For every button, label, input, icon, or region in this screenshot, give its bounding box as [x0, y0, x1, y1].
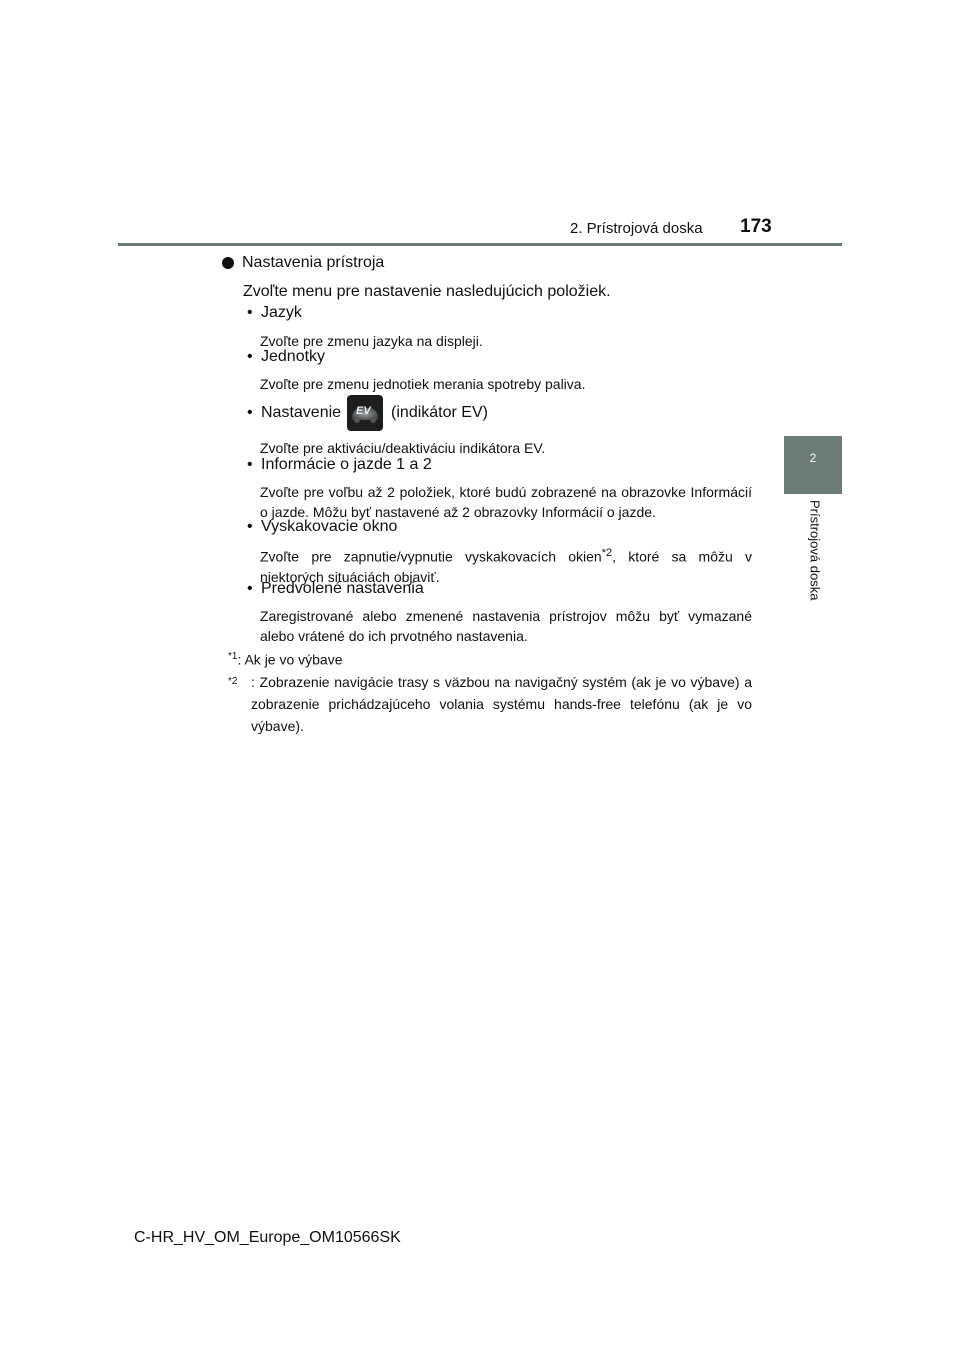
chapter-tab-number: 2	[784, 436, 842, 494]
intro-text: Zvoľte menu pre nastavenie nasledujúcich položiek.	[243, 283, 611, 300]
footnote-text: : Zobrazenie navigácie trasy s väzbou na navigačný systém (ak je vo výbave) a zobrazenie prichádzajúceho volania systému hands-free telefónu (ak je vo výbave).	[251, 674, 752, 734]
list-item-units: • Jednotky	[247, 348, 326, 365]
list-item-label: Vyskakovacie okno	[261, 518, 398, 535]
list-item-ev-indicator: • Nastavenie EV (indikátor EV)	[247, 395, 488, 431]
ev-indicator-icon	[347, 395, 383, 431]
footnote-2	[228, 671, 752, 737]
section-title: 2. Prístrojová doska	[570, 220, 703, 237]
list-item-label: Jednotky	[261, 348, 326, 365]
page-number: 173	[740, 216, 772, 237]
ev-icon-label: EV	[356, 405, 371, 417]
list-item-defaults: • Predvolené nastavenia	[247, 580, 424, 597]
footnote-mark: *2	[228, 676, 238, 687]
footnote-text: : Ak je vo výbave	[237, 651, 343, 668]
list-item-desc: Zvoľte pre zmenu jazyka na displeji.	[260, 333, 483, 349]
list-item-label: Jazyk	[261, 304, 302, 321]
footnote-1	[228, 647, 343, 670]
list-item-desc: Zaregistrované alebo zmenené nastavenia prístrojov môžu byť vymazané alebo vrátené do ich prvotného nastavenia.	[260, 608, 752, 644]
footnote-ref: *2	[601, 547, 613, 559]
list-item-language: • Jazyk	[247, 304, 302, 321]
document-code: C-HR_HV_OM_Europe_OM10566SK	[134, 1229, 401, 1246]
list-item-label: Nastavenie	[261, 404, 342, 421]
chapter-tab-label-text: Prístrojová doska	[807, 500, 823, 601]
section-heading	[222, 254, 384, 272]
list-item-desc: Zvoľte pre zapnutie/vypnutie vyskakovacích okien$^{*2}$, ktoré sa môžu v niektorých situáciách objaviť.	[260, 547, 753, 585]
list-item-drive-info: • Informácie o jazde 1 a 2	[247, 456, 432, 473]
list-item-desc: Zvoľte pre zmenu jednotiek merania spotreby paliva.	[260, 376, 586, 392]
list-item-desc: Zvoľte pre aktiváciu/deaktiváciu indikátora EV.	[260, 440, 546, 456]
section-heading-text: Nastavenia prístroja	[242, 254, 385, 271]
header-divider	[118, 243, 842, 246]
list-item-desc: Zvoľte pre voľbu až 2 položiek, ktoré budú zobrazené na obrazovke Informácií o jazde. Môžu byť nastavené až 2 obrazovky Informácií o jazde.	[260, 484, 752, 520]
chapter-tab-label	[800, 500, 830, 620]
list-item-label-suffix: (indikátor EV)	[391, 404, 488, 421]
list-item-label: Informácie o jazde 1 a 2	[261, 456, 432, 473]
footnote-mark: *1	[228, 651, 238, 662]
list-item-label: Predvolené nastavenia	[261, 580, 424, 597]
list-item-popup: • Vyskakovacie okno	[247, 518, 398, 535]
heading-bullet-icon	[222, 257, 234, 269]
